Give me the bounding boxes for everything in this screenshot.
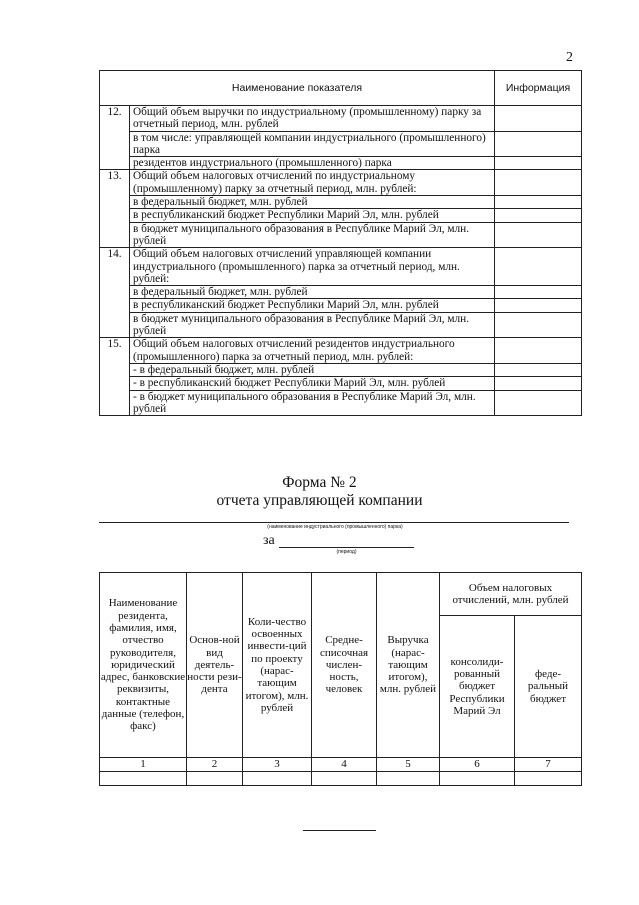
- form-subtitle: отчета управляющей компании: [216, 492, 423, 509]
- table-row: [100, 299, 582, 312]
- table-header-row: [100, 573, 582, 616]
- col-number: 4: [312, 758, 377, 772]
- period-caption: (период): [336, 549, 357, 555]
- info-cell: [495, 170, 582, 196]
- empty-cell: [187, 772, 243, 786]
- info-cell: [495, 377, 582, 390]
- table-row: [100, 131, 582, 157]
- row-text: Общий объем налоговых отчислений управляющей компании индустриального (промышленного) парка за отчетный период, млн. рублей:: [130, 248, 495, 286]
- table-row: [100, 222, 582, 248]
- row-text: в том числе: управляющей компании индустриального (промышленного) парка: [130, 131, 495, 157]
- col-number: 3: [243, 758, 312, 772]
- header-consolidated-budget: консолиди-рованный бюджет Республики Марий Эл: [440, 616, 515, 758]
- info-cell: [495, 222, 582, 248]
- info-cell: [495, 312, 582, 338]
- table-row: [100, 363, 582, 376]
- info-cell: [495, 299, 582, 312]
- table-row: [100, 390, 582, 416]
- table-header-row: [100, 71, 582, 106]
- row-text: в бюджет муниципального образования в Республике Марий Эл, млн. рублей: [130, 312, 495, 338]
- table-row: [100, 157, 582, 170]
- header-resident: Наименование резидента, фамилия, имя, отчество руководителя, юридический адрес, банковские реквизиты, контактные данные (телефон, факс): [100, 573, 187, 758]
- empty-cell: [312, 772, 377, 786]
- row-text: в федеральный бюджет, млн. рублей: [130, 286, 495, 299]
- info-cell: [495, 286, 582, 299]
- col-number: 2: [187, 758, 243, 772]
- info-cell: [495, 338, 582, 364]
- col-number: 7: [515, 758, 582, 772]
- row-text: в республиканский бюджет Республики Марий Эл, млн. рублей: [130, 209, 495, 222]
- info-cell: [495, 209, 582, 222]
- table-row: [100, 338, 582, 364]
- period-line: [279, 547, 414, 548]
- header-information: Информация: [495, 71, 582, 106]
- info-cell: [495, 363, 582, 376]
- table-row: [100, 312, 582, 338]
- park-name-caption: (наименование индустриального (промышленного) парка): [267, 524, 403, 530]
- col-number: 6: [440, 758, 515, 772]
- info-cell: [495, 131, 582, 157]
- residents-table: [99, 572, 582, 786]
- table-row: [100, 377, 582, 390]
- table-row: [100, 170, 582, 196]
- info-cell: [495, 196, 582, 209]
- empty-cell: [440, 772, 515, 786]
- header-revenue: Выручка (нарас-тающим итогом), млн. рублей: [377, 573, 440, 758]
- table-row: [100, 248, 582, 286]
- park-name-line: [99, 522, 569, 523]
- empty-cell: [243, 772, 312, 786]
- col-number: 1: [100, 758, 187, 772]
- row-text: - в федеральный бюджет, млн. рублей: [130, 363, 495, 376]
- footer-line: [303, 830, 376, 831]
- info-cell: [495, 248, 582, 286]
- header-activity: Основ-ной вид деятель-ности рези-дента: [187, 573, 243, 758]
- table-row: [100, 286, 582, 299]
- row-text: - в бюджет муниципального образования в Республике Марий Эл, млн. рублей: [130, 390, 495, 416]
- col-number: 5: [377, 758, 440, 772]
- row-number: 14.: [100, 248, 130, 338]
- column-numbers-row: [100, 758, 582, 772]
- form-title: Форма № 2: [282, 474, 357, 491]
- row-text: Общий объем налоговых отчислений по индустриальному (промышленному) парку за отчетный период, млн. рублей:: [130, 170, 495, 196]
- page-number: 2: [566, 50, 573, 65]
- row-text: Общий объем налоговых отчислений резидентов индустриального (промышленного) парка за отчетный период, млн. рублей:: [130, 338, 495, 364]
- row-number: 12.: [100, 106, 130, 170]
- table-row: [100, 209, 582, 222]
- row-text: - в республиканский бюджет Республики Марий Эл, млн. рублей: [130, 377, 495, 390]
- empty-cell: [515, 772, 582, 786]
- table-row: [100, 196, 582, 209]
- info-cell: [495, 106, 582, 132]
- row-number: 13.: [100, 170, 130, 248]
- info-cell: [495, 390, 582, 416]
- header-tax-group: Объем налоговых отчислений, млн. рублей: [440, 573, 582, 616]
- period-label: за: [263, 533, 275, 548]
- header-headcount: Средне-списочная числен-ность, человек: [312, 573, 377, 758]
- row-text: Общий объем выручки по индустриальному (промышленному) парку за отчетный период, млн. рублей: [130, 106, 495, 132]
- table-row: [100, 106, 582, 132]
- empty-cell: [100, 772, 187, 786]
- header-federal-budget: феде-ральный бюджет: [515, 616, 582, 758]
- header-investments: Коли-чество освоенных инвести-ций по проекту (нарас-тающим итогом), млн. рублей: [243, 573, 312, 758]
- table-row: [100, 772, 582, 786]
- row-number: 15.: [100, 338, 130, 416]
- row-text: в республиканский бюджет Республики Марий Эл, млн. рублей: [130, 299, 495, 312]
- info-cell: [495, 157, 582, 170]
- indicators-table: [99, 70, 582, 416]
- row-text: в федеральный бюджет, млн. рублей: [130, 196, 495, 209]
- header-indicator-name: Наименование показателя: [100, 71, 495, 106]
- row-text: резидентов индустриального (промышленного) парка: [130, 157, 495, 170]
- row-text: в бюджет муниципального образования в Республике Марий Эл, млн. рублей: [130, 222, 495, 248]
- empty-cell: [377, 772, 440, 786]
